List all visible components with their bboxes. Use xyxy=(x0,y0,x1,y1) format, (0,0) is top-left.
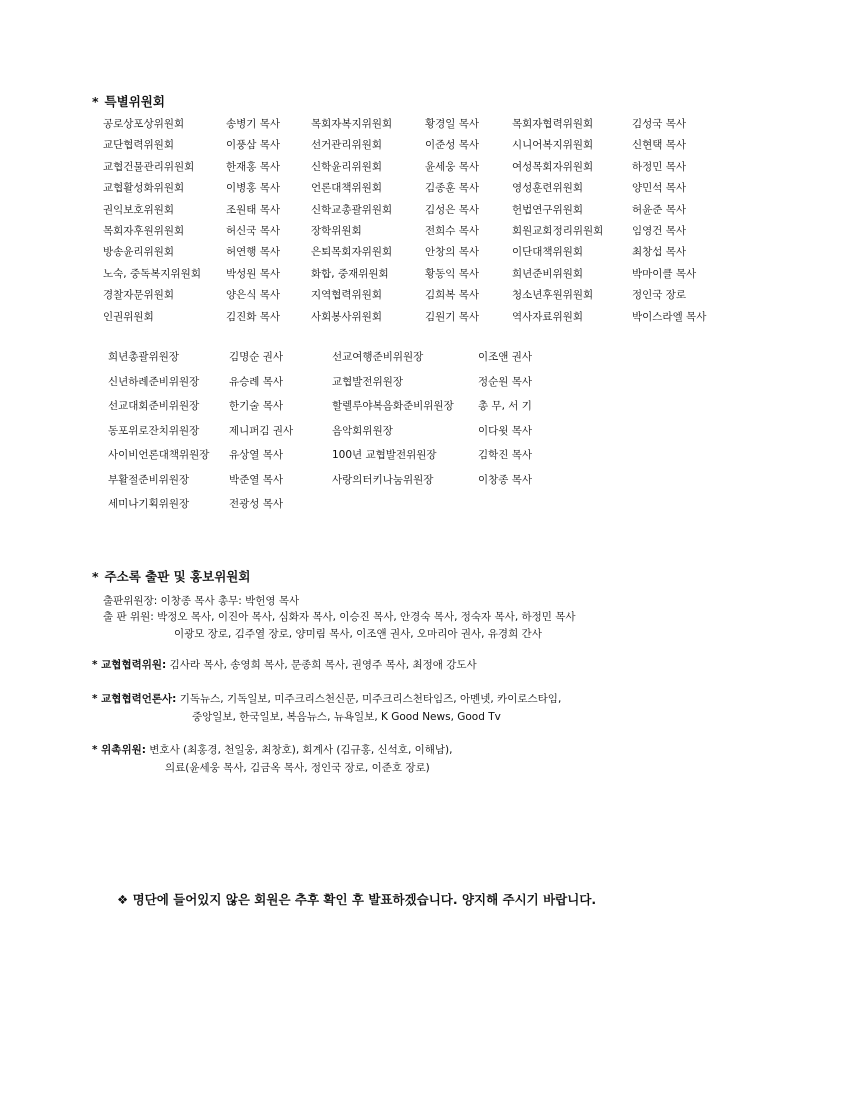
bullet-icon: * xyxy=(92,659,102,671)
media-line xyxy=(92,691,561,706)
chair-title: 교협발전위원장 xyxy=(332,375,404,388)
chair-name: 유상열 목사 xyxy=(229,449,284,461)
committee-name: 화합, 중재위원회 xyxy=(311,267,389,280)
chair-title: 신년하례준비위원장 xyxy=(108,375,200,388)
committee-chair: 이병홍 목사 xyxy=(226,182,281,195)
committee-name: 지역협력위원회 xyxy=(311,289,383,302)
committee-name: 경찰자문위원회 xyxy=(103,289,175,302)
committee-chair: 이준성 목사 xyxy=(425,139,480,152)
appointed-text-1: 변호사 (최홍경, 천일웅, 최창호), 회계사 (김규홍, 신석호, 이해남), xyxy=(149,744,453,756)
committee-name: 이단대책위원회 xyxy=(512,246,584,259)
committee-chair: 김성국 목사 xyxy=(632,118,687,130)
committee-name: 사회봉사위원회 xyxy=(311,310,383,323)
notice-text: 명단에 들어있지 않은 회원은 추후 확인 후 발표하겠습니다. 양지해 주시기 바랍니다. xyxy=(132,892,597,907)
committee-chair: 양민석 목사 xyxy=(632,182,687,195)
committee-name: 교협활성화위원회 xyxy=(103,182,185,195)
chair-title: 부활절준비위원장 xyxy=(108,473,190,486)
appointed-text-2: 의료(윤세웅 목사, 김금옥 목사, 정인국 장로, 이준호 장로) xyxy=(165,762,430,774)
chair-name: 제니퍼김 권사 xyxy=(229,424,294,437)
chair-name: 한기술 목사 xyxy=(229,400,284,412)
committee-name: 영성훈련위원회 xyxy=(512,182,584,195)
bullet-icon: * xyxy=(92,569,99,584)
committee-chair: 허신국 목사 xyxy=(226,225,281,237)
directory-members-line-2: 이광모 장로, 김주열 장로, 양미림 목사, 이조앤 권사, 오마리아 권사, 유경희 간사 xyxy=(174,628,542,640)
committee-name: 신학교총괄위원회 xyxy=(311,203,393,216)
committee-chair: 김성은 목사 xyxy=(425,203,480,216)
committee-chair: 신현택 목사 xyxy=(632,139,687,152)
directory-members-line: 출 판 위원: 박정오 목사, 이진아 목사, 심화자 목사, 이승진 목사, 안경숙 목사, 정숙자 목사, 하정민 목사 xyxy=(103,611,576,623)
chair-name: 정순원 목사 xyxy=(478,375,533,388)
committee-chair: 양은식 목사 xyxy=(226,289,281,302)
committee-chair: 윤세웅 목사 xyxy=(425,160,480,173)
chair-name: 박준열 목사 xyxy=(229,473,284,486)
chair-title: 사이비언론대책위원장 xyxy=(108,449,210,461)
chair-name: 전광성 목사 xyxy=(229,498,284,510)
chair-title: 100년 교협발전위원장 xyxy=(332,449,437,461)
notice xyxy=(117,890,596,908)
directory-heading: * 주소록 출판 및 홍보위원회 xyxy=(92,569,251,584)
committee-name: 회원교회정리위원회 xyxy=(512,225,604,237)
special-committee-heading: * 특별위원회 xyxy=(92,94,165,109)
bullet-icon: * xyxy=(92,744,102,756)
chair-name: 이창종 목사 xyxy=(478,473,533,486)
cooperation-label: 교협협력위원: xyxy=(101,659,167,671)
committee-name: 역사자료위원회 xyxy=(512,310,584,323)
cooperation-line xyxy=(92,657,477,672)
committee-name: 장학위원회 xyxy=(311,225,362,237)
cooperation-text: 김사라 목사, 송영희 목사, 문종희 목사, 권영주 목사, 최정애 강도사 xyxy=(169,659,477,671)
chair-title: 선교대회준비위원장 xyxy=(108,400,200,412)
committee-chair: 김진화 목사 xyxy=(226,310,281,323)
committee-name: 목회자복지위원회 xyxy=(311,118,393,130)
chair-title: 음악회위원장 xyxy=(332,424,393,437)
appointed-label: 위촉위원: xyxy=(101,744,146,756)
committee-chair: 이풍삼 목사 xyxy=(226,139,281,152)
chair-name: 이다윗 목사 xyxy=(478,424,533,437)
chair-title: 할렐루야복음화준비위원장 xyxy=(332,400,454,412)
chair-name: 총 무, 서 기 xyxy=(478,400,532,412)
committee-name: 목회자협력위원회 xyxy=(512,118,594,130)
committee-name: 인권위원회 xyxy=(103,310,154,323)
chair-name: 김학진 목사 xyxy=(478,449,533,461)
bullet-icon: * xyxy=(92,94,99,109)
committee-chair: 황동익 목사 xyxy=(425,267,480,280)
committee-chair: 하정민 목사 xyxy=(632,160,687,173)
media-label: 교협협력언론사: xyxy=(101,693,177,705)
committee-chair: 허연행 목사 xyxy=(226,246,281,259)
media-text-1: 기독뉴스, 기독일보, 미주크리스천신문, 미주크리스천타임즈, 아멘넷, 카이로스타임, xyxy=(179,693,562,705)
committee-name: 헌법연구위원회 xyxy=(512,203,584,216)
committee-name: 시니어복지위원회 xyxy=(512,139,594,152)
committee-chair: 황경일 목사 xyxy=(425,118,480,130)
committee-chair: 조원태 목사 xyxy=(226,203,281,216)
committee-chair: 김희복 목사 xyxy=(425,289,480,302)
appointed-line xyxy=(92,742,453,757)
committee-name: 신학윤리위원회 xyxy=(311,160,383,173)
committee-chair: 박이스라엘 목사 xyxy=(632,310,707,323)
committee-name: 공로상포상위원회 xyxy=(103,118,185,130)
committee-name: 교단협력위원회 xyxy=(103,139,175,152)
committee-name: 은퇴목회자위원회 xyxy=(311,246,393,259)
chair-name: 이조앤 권사 xyxy=(478,351,533,363)
committee-chair: 박성원 목사 xyxy=(226,267,281,280)
chair-title: 선교여행준비위원장 xyxy=(332,351,424,363)
committee-chair: 김종훈 목사 xyxy=(425,182,480,195)
committee-chair: 정인국 장로 xyxy=(632,289,687,302)
committee-name: 교협건물관리위원회 xyxy=(103,160,195,173)
chair-title: 세미나기획위원장 xyxy=(108,498,190,510)
committee-chair: 안창의 목사 xyxy=(425,246,480,259)
committee-name: 청소년후원위원회 xyxy=(512,289,594,302)
committee-name: 권익보호위원회 xyxy=(103,203,175,216)
committee-name: 희년준비위원회 xyxy=(512,267,584,280)
bullet-icon: * xyxy=(92,693,102,705)
committee-name: 여성목회자위원회 xyxy=(512,160,594,173)
committee-name: 선거관리위원회 xyxy=(311,139,383,152)
chair-title: 사랑의터키나눔위원장 xyxy=(332,473,434,486)
media-text-2: 중앙일보, 한국일보, 복음뉴스, 뉴욕일보, K Good News, Good Tv xyxy=(192,711,501,723)
committee-chair: 박마이클 목사 xyxy=(632,267,697,280)
chair-name: 유승례 목사 xyxy=(229,375,284,388)
committee-name: 방송윤리위원회 xyxy=(103,246,175,259)
committee-chair: 임영건 목사 xyxy=(632,225,687,237)
chair-title: 동포위로잔치위원장 xyxy=(108,424,200,437)
chair-name: 김명순 권사 xyxy=(229,351,284,363)
committee-chair: 최창섭 목사 xyxy=(632,246,687,259)
directory-chair-line: 출판위원장: 이창종 목사 총무: 박헌영 목사 xyxy=(103,595,300,607)
diamond-icon: ❖ xyxy=(117,892,129,907)
committee-chair: 허윤준 목사 xyxy=(632,203,687,216)
committee-name: 언론대책위원회 xyxy=(311,182,383,195)
committee-chair: 한재홍 목사 xyxy=(226,160,281,173)
committee-chair: 전희수 목사 xyxy=(425,225,480,237)
committee-name: 목회자후원위원회 xyxy=(103,225,185,237)
committee-name: 노숙, 중독복지위원회 xyxy=(103,267,201,280)
chair-title: 희년총괄위원장 xyxy=(108,351,180,363)
committee-chair: 송병기 목사 xyxy=(226,118,281,130)
committee-chair: 김원기 목사 xyxy=(425,310,480,323)
